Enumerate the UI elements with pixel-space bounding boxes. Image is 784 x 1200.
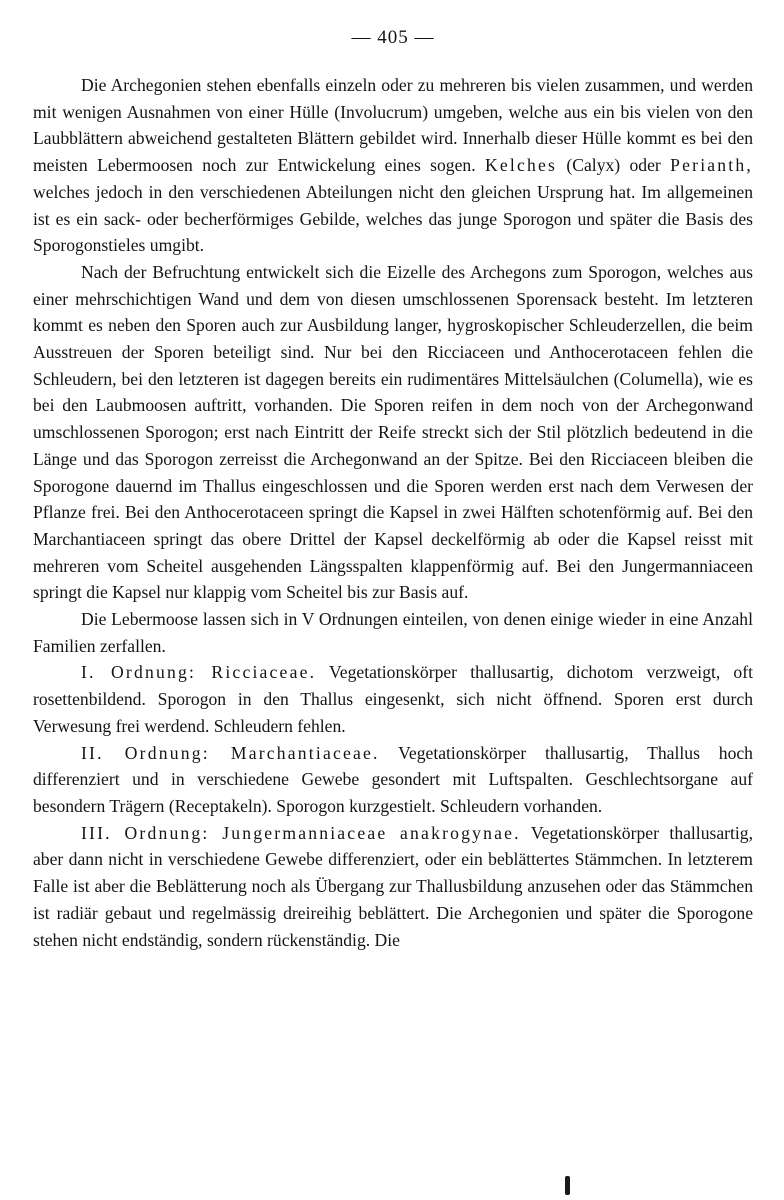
ordnung-1-heading: I. Ordnung: Ricciaceae.	[81, 662, 317, 683]
term-perianth: Perianth,	[670, 155, 753, 176]
paragraph-ordnung-1	[33, 659, 753, 739]
paragraph-archegonien	[33, 72, 753, 259]
ordnung-2-heading: II. Ordnung: Marchantiaceae.	[81, 742, 380, 763]
paragraph-text: (Calyx) oder	[566, 155, 661, 176]
ordnung-3-text: Vegetationskörper thallusartig, aber dann nicht in verschiedene Gewebe differenziert, oder ein beblättertes Stämmchen. In letzterem Falle ist aber die Beblätterung noch als Übergang zur Thallusbildung anzusehen oder das Stämmchen ist radiär gebaut und regelmässig dreireihig beblättert. Die Archegonien und später die Sporogone stehen nicht endständig, sondern rückenständig. Die	[33, 822, 753, 950]
book-page	[33, 0, 753, 1200]
ink-mark	[565, 1176, 570, 1195]
paragraph-befruchtung: Nach der Befruchtung entwickelt sich die Eizelle des Archegons zum Sporogon, welches aus einer mehrschichtigen Wand und dem von diesen umschlossenen Sporensack besteht. Im letzteren kommt es neben den Sporen auch zur Ausbildung langer, hygroskopischer Schleuderzellen, die beim Ausstreuen der Sporen beteiligt sind. Nur bei den Ricciaceen und Anthocerotaceen fehlen die Schleudern, bei den letzteren ist dagegen bereits ein rudimentäres Mittelsäulchen (Columella), wie es bei den Laubmoosen auftritt, vorhanden. Die Sporen reifen in dem noch von der Archegonwand umschlossenen Sporogon; erst nach Eintritt der Reife streckt sich der Stil plötzlich bedeutend in die Länge und das Sporogon zerreisst die Archegonwand an der Spitze. Bei den Ricciaceen bleiben die Sporogone dauernd im Thallus eingeschlossen und die Sporen werden erst nach dem Verwesen der Pflanze frei. Bei den Anthocerotaceen springt die Kapsel in zwei Hälften schotenförmig auf. Bei den Marchantiaceen springt das obere Drittel der Kapsel deckelförmig ab oder die Kapsel reisst mit mehreren vom Scheitel ausgehenden Längsspalten klappenförmig auf. Bei den Jungermanniaceen springt die Kapsel nur klappig vom Scheitel bis zur Basis auf.	[33, 261, 753, 603]
paragraph-ordnung-2	[33, 740, 753, 820]
paragraph-text: Die Archegonien stehen ebenfalls einzeln oder zu mehreren bis vielen zusammen, und werden mit wenigen Ausnahmen von einer Hülle (Involucrum) umgeben, welche aus ein bis vielen von den Laubblättern abweichend gestalteten Blättern gebildet wird. Innerhalb dieser Hülle kommt es bei den meisten Lebermoosen noch zur Entwickelung eines sogen.	[33, 75, 753, 176]
paragraph-ordnung-3	[33, 820, 753, 954]
term-kelches: Kelches	[484, 155, 558, 176]
ordnung-3-heading: III. Ordnung: Jungermanniaceae anakrogynae.	[81, 822, 521, 843]
ordnung-1-text: Vegetationskörper thallusartig, dichotom verzweigt, oft rosettenbildend. Sporogon in den Thallus eingesenkt, sich nicht öffnend. Sporen erst durch Verwesung frei werdend. Schleudern fehlen.	[33, 662, 753, 736]
body-text	[33, 72, 753, 953]
paragraph-text: welches jedoch in den verschiedenen Abteilungen nicht den gleichen Ursprung hat. Im allgemeinen ist es ein sack- oder becherförmiges Gebilde, welches das junge Sporogon und später die Basis des Sporogonstieles umgibt.	[33, 181, 753, 256]
page-number: — 405 —	[351, 27, 435, 48]
paragraph-ordnungen-intro: Die Lebermoose lassen sich in V Ordnungen einteilen, von denen einige wieder in eine Anzahl Familien zerfallen.	[33, 609, 753, 656]
ordnung-2-text: Vegetationskörper thallusartig, Thallus hoch differenziert und in verschiedene Gewebe gesondert mit Luftspalten. Geschlechtsorgane auf besondern Trägern (Receptakeln). Sporogon kurzgestielt. Schleudern vorhanden.	[33, 742, 753, 816]
